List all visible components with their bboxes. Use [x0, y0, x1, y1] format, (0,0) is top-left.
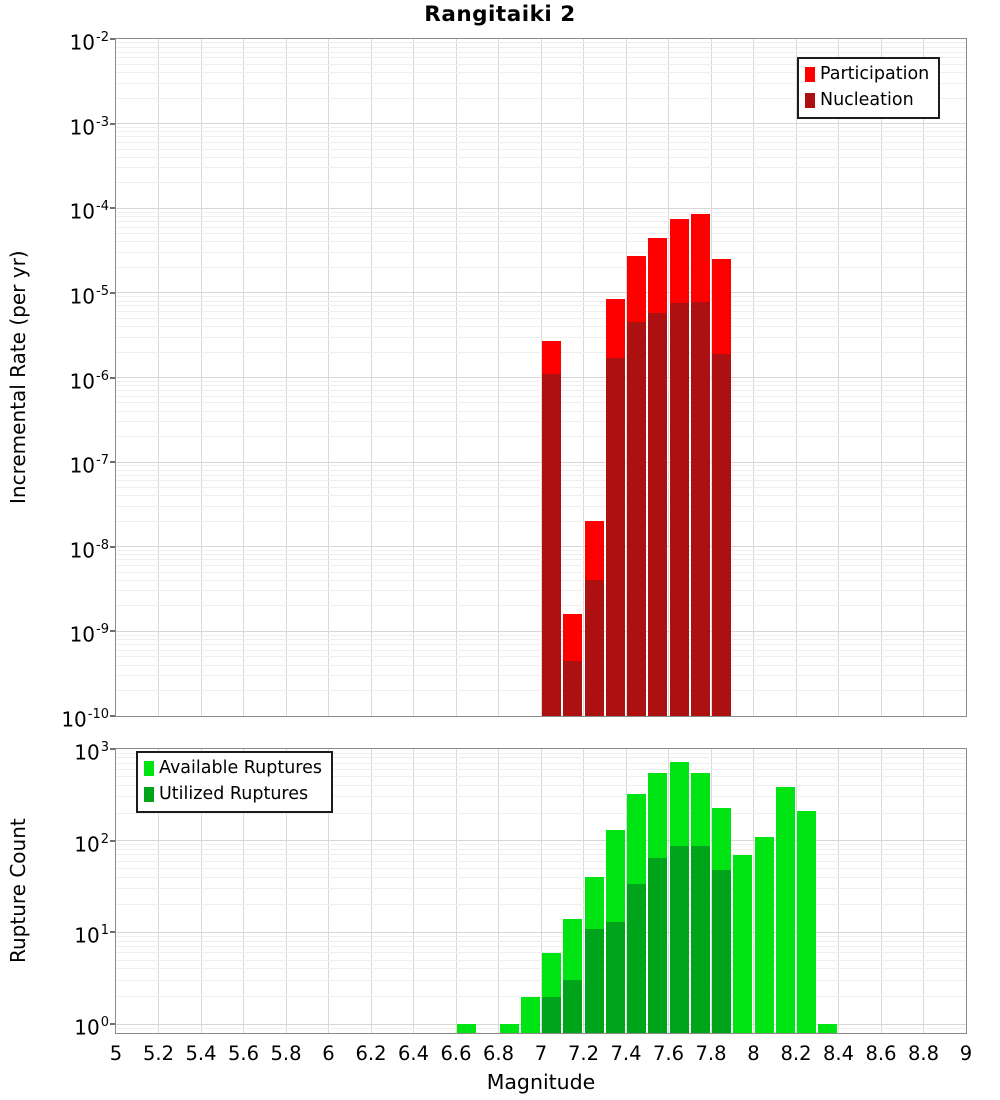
utilized-ruptures-bar — [627, 884, 646, 1033]
y-axis-tick — [110, 546, 115, 548]
minor-gridline — [116, 550, 966, 551]
minor-gridline — [116, 506, 966, 507]
minor-gridline — [116, 411, 966, 412]
y-axis-tick — [110, 461, 115, 463]
minor-gridline — [116, 996, 966, 997]
minor-gridline — [116, 470, 966, 471]
legend-item-participation — [805, 64, 929, 85]
available-ruptures-bar — [733, 855, 752, 1033]
minor-gridline — [116, 639, 966, 640]
minor-gridline — [116, 844, 966, 845]
minor-gridline — [116, 559, 966, 560]
minor-gridline — [116, 221, 966, 222]
nucleation-bar — [563, 661, 582, 716]
minor-gridline — [116, 47, 966, 48]
minor-gridline — [116, 131, 966, 132]
major-gridline — [116, 932, 966, 933]
minor-gridline — [116, 301, 966, 302]
utilized-ruptures-bar — [606, 922, 625, 1033]
minor-gridline — [116, 167, 966, 168]
major-gridline — [116, 377, 966, 378]
minor-gridline — [116, 157, 966, 158]
minor-gridline — [116, 605, 966, 606]
rate-legend — [797, 57, 940, 119]
minor-gridline — [116, 690, 966, 691]
available-ruptures-bar — [500, 1024, 519, 1033]
minor-gridline — [116, 127, 966, 128]
rate-plot-area — [115, 38, 967, 717]
y-axis-tick — [110, 123, 115, 125]
minor-gridline — [116, 868, 966, 869]
minor-gridline — [116, 212, 966, 213]
minor-gridline — [116, 1028, 966, 1029]
vertical-gridline — [923, 749, 924, 1033]
y-tick-label: $10^{-9}$ — [69, 622, 109, 648]
minor-gridline — [116, 182, 966, 183]
x-tick-label: 7.6 — [652, 1042, 684, 1065]
major-gridline — [116, 462, 966, 463]
minor-gridline — [116, 487, 966, 488]
y-tick-label: $10^{-2}$ — [69, 30, 109, 55]
minor-gridline — [116, 644, 966, 645]
minor-gridline — [116, 936, 966, 937]
x-tick-label: 7 — [534, 1042, 548, 1065]
available-ruptures-bar — [457, 1024, 476, 1033]
utilized-ruptures-bar — [691, 846, 710, 1033]
y-axis-tick — [110, 715, 115, 717]
vertical-gridline — [498, 749, 499, 1033]
major-gridline — [116, 292, 966, 293]
major-gridline — [116, 546, 966, 547]
minor-gridline — [116, 52, 966, 53]
utilized-ruptures-bar — [542, 997, 561, 1033]
minor-gridline — [116, 968, 966, 969]
x-tick-label: 6.4 — [397, 1042, 429, 1065]
x-tick-label: 5.8 — [270, 1042, 302, 1065]
y-tick-label: $10^{-8}$ — [69, 537, 109, 563]
x-tick-label: 5.6 — [227, 1042, 259, 1065]
legend-label-available: Available Ruptures — [159, 758, 322, 778]
minor-gridline — [116, 337, 966, 338]
minor-gridline — [116, 216, 966, 217]
minor-gridline — [116, 650, 966, 651]
minor-gridline — [116, 390, 966, 391]
utilized-ruptures-bar — [648, 858, 667, 1033]
x-tick-label: 6.6 — [440, 1042, 472, 1065]
legend-item-utilized — [144, 784, 322, 805]
minor-gridline — [116, 396, 966, 397]
nucleation-bar — [627, 322, 646, 716]
minor-gridline — [116, 946, 966, 947]
minor-gridline — [116, 952, 966, 953]
minor-gridline — [116, 656, 966, 657]
vertical-gridline — [413, 749, 414, 1033]
minor-gridline — [116, 495, 966, 496]
y-axis-tick — [110, 38, 115, 40]
minor-gridline — [116, 296, 966, 297]
minor-gridline — [116, 311, 966, 312]
y-axis-tick — [110, 840, 115, 842]
utilized-ruptures-bar — [712, 870, 731, 1033]
legend-label-utilized: Utilized Ruptures — [159, 784, 309, 804]
minor-gridline — [116, 854, 966, 855]
y-axis-tick — [110, 207, 115, 209]
x-tick-label: 7.4 — [610, 1042, 642, 1065]
utilized-ruptures-bar — [563, 980, 582, 1033]
minor-gridline — [116, 888, 966, 889]
y-axis-tick — [110, 292, 115, 294]
minor-gridline — [116, 318, 966, 319]
y-tick-label: $10^{-3}$ — [69, 114, 109, 140]
minor-gridline — [116, 381, 966, 382]
nucleation-bar — [585, 580, 604, 716]
participation-swatch — [805, 67, 815, 82]
nucleation-bar — [670, 303, 689, 716]
utilized-ruptures-swatch — [144, 787, 154, 802]
available-ruptures-swatch — [144, 761, 154, 776]
minor-gridline — [116, 305, 966, 306]
minor-gridline — [116, 475, 966, 476]
nucleation-swatch — [805, 93, 815, 108]
vertical-gridline — [371, 749, 372, 1033]
y-tick-label: $10^{-4}$ — [69, 199, 109, 224]
minor-gridline — [116, 352, 966, 353]
minor-gridline — [116, 960, 966, 961]
minor-gridline — [116, 402, 966, 403]
minor-gridline — [116, 554, 966, 555]
minor-gridline — [116, 665, 966, 666]
minor-gridline — [116, 385, 966, 386]
x-tick-label: 6 — [322, 1042, 335, 1065]
y-tick-label: $10^{-5}$ — [69, 283, 109, 309]
x-tick-label: 8.8 — [907, 1042, 939, 1065]
minor-gridline — [116, 233, 966, 234]
y-tick-label: $10^1$ — [74, 923, 109, 949]
minor-gridline — [116, 241, 966, 242]
chart-title: Rangitaiki 2 — [424, 2, 576, 27]
available-ruptures-bar — [755, 837, 774, 1033]
minor-gridline — [116, 136, 966, 137]
vertical-gridline — [881, 749, 882, 1033]
minor-gridline — [116, 572, 966, 573]
x-tick-label: 5 — [109, 1042, 123, 1065]
nucleation-bar — [691, 302, 710, 716]
minor-gridline — [116, 904, 966, 905]
minor-gridline — [116, 521, 966, 522]
utilized-ruptures-bar — [670, 846, 689, 1033]
x-tick-label: 9 — [959, 1042, 973, 1065]
major-gridline — [116, 208, 966, 209]
x-tick-label: 8.6 — [865, 1042, 897, 1065]
y-tick-label: $10^3$ — [74, 740, 109, 765]
nucleation-bar — [542, 374, 561, 716]
x-tick-label: 8 — [747, 1042, 760, 1065]
minor-gridline — [116, 267, 966, 268]
count-legend — [136, 751, 333, 813]
minor-gridline — [116, 675, 966, 676]
nucleation-bar — [648, 313, 667, 716]
vertical-gridline — [838, 749, 839, 1033]
minor-gridline — [116, 941, 966, 942]
minor-gridline — [116, 480, 966, 481]
minor-gridline — [116, 42, 966, 43]
minor-gridline — [116, 980, 966, 981]
available-ruptures-bar — [521, 997, 540, 1033]
nucleation-bar — [712, 354, 731, 716]
x-tick-label: 6.8 — [482, 1042, 514, 1065]
y-axis-tick — [110, 748, 115, 750]
available-ruptures-bar — [776, 787, 795, 1033]
legend-item-available — [144, 758, 322, 779]
x-tick-label: 8.4 — [822, 1042, 854, 1065]
y-axis-tick — [110, 931, 115, 933]
x-axis-title: Magnitude — [486, 1070, 596, 1094]
minor-gridline — [116, 877, 966, 878]
minor-gridline — [116, 326, 966, 327]
y-axis-tick — [110, 377, 115, 379]
y-axis-tick — [110, 630, 115, 632]
minor-gridline — [116, 580, 966, 581]
major-gridline — [116, 840, 966, 841]
x-tick-label: 5.4 — [185, 1042, 217, 1065]
major-gridline — [116, 1024, 966, 1025]
vertical-gridline — [456, 749, 457, 1033]
minor-gridline — [116, 849, 966, 850]
minor-gridline — [116, 565, 966, 566]
minor-gridline — [116, 421, 966, 422]
minor-gridline — [116, 227, 966, 228]
minor-gridline — [116, 252, 966, 253]
legend-label-nucleation: Nucleation — [820, 90, 914, 110]
y-axis-tick — [110, 1023, 115, 1025]
y-tick-label: $10^{-6}$ — [69, 368, 109, 394]
major-gridline — [116, 123, 966, 124]
x-tick-label: 7.2 — [567, 1042, 599, 1065]
major-gridline — [116, 631, 966, 632]
x-tick-label: 7.8 — [695, 1042, 727, 1065]
available-ruptures-bar — [797, 811, 816, 1033]
minor-gridline — [116, 635, 966, 636]
minor-gridline — [116, 465, 966, 466]
y-tick-label: $10^0$ — [74, 1015, 109, 1040]
utilized-ruptures-bar — [585, 929, 604, 1033]
rate-y-axis-title: Incremental Rate (per yr) — [6, 250, 30, 505]
minor-gridline — [116, 436, 966, 437]
minor-gridline — [116, 861, 966, 862]
x-tick-label: 6.2 — [355, 1042, 387, 1065]
y-tick-label: $10^{-10}$ — [61, 707, 109, 732]
x-tick-label: 5.2 — [142, 1042, 174, 1065]
minor-gridline — [116, 149, 966, 150]
y-tick-label: $10^2$ — [74, 831, 109, 857]
legend-item-nucleation — [805, 90, 929, 111]
count-y-axis-title: Rupture Count — [6, 818, 30, 964]
x-tick-label: 8.2 — [780, 1042, 812, 1065]
minor-gridline — [116, 142, 966, 143]
y-tick-label: $10^{-7}$ — [69, 453, 109, 478]
nucleation-bar — [606, 358, 625, 716]
minor-gridline — [116, 590, 966, 591]
legend-label-participation: Participation — [820, 64, 930, 84]
available-ruptures-bar — [818, 1024, 837, 1033]
